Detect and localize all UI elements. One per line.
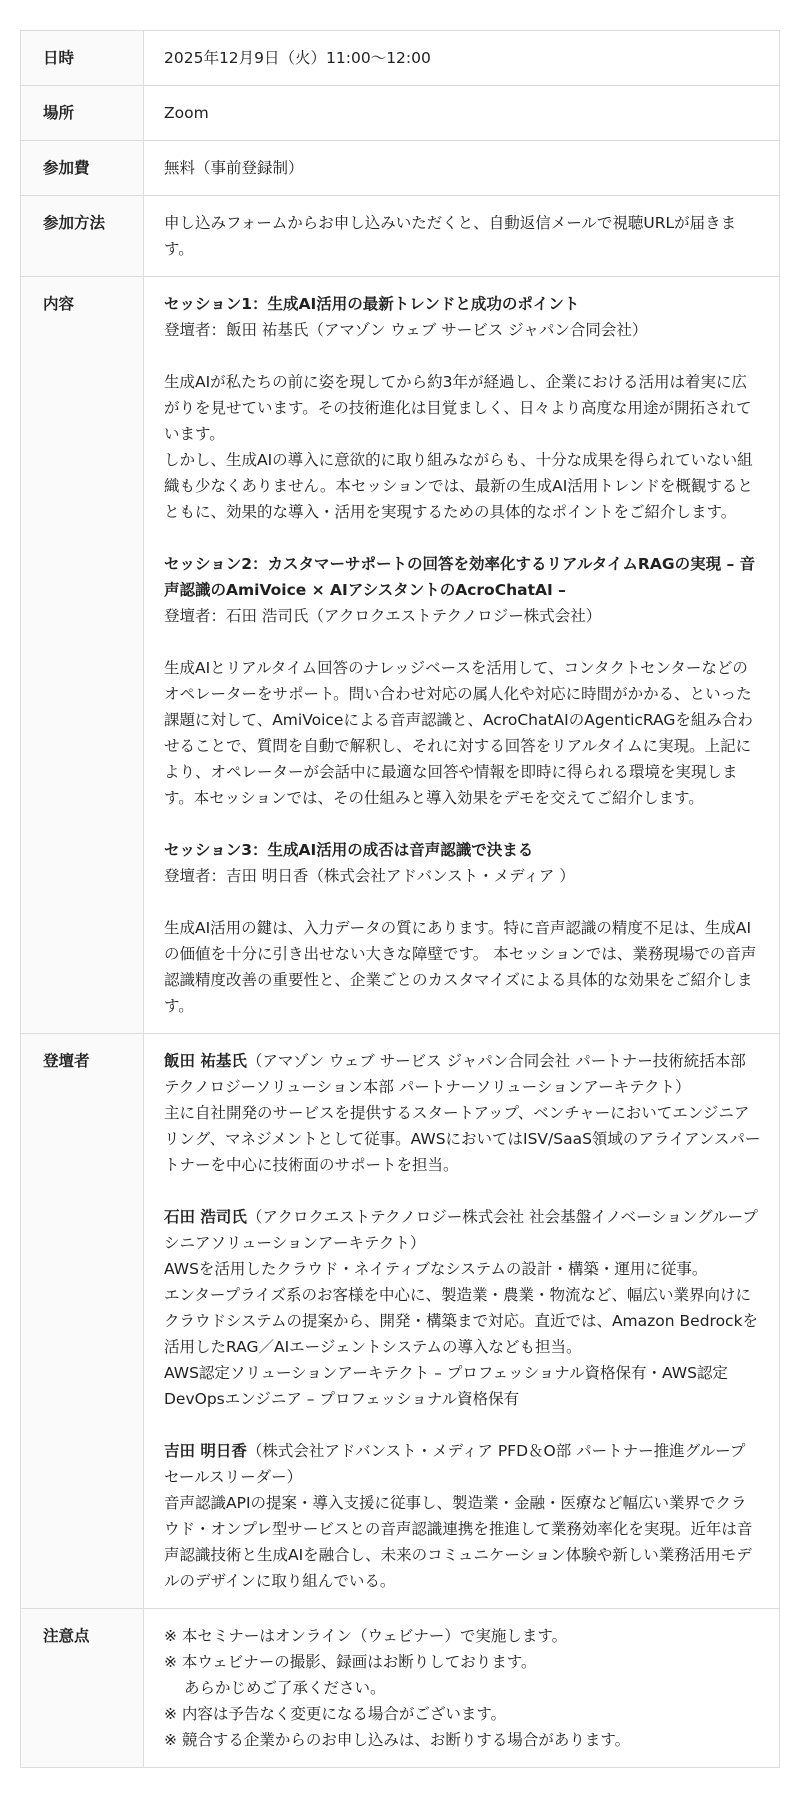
session-1-paragraph: しかし、生成AIの導入に意欲的に取り組みながらも、十分な成果を得られていない組織も少なくありません。本セッションでは、最新の生成AI活用トレンドを概観するとともに、効果的な導入・活用を実現するための具体的なポイントをご紹介します。 bbox=[164, 451, 753, 521]
note-item: ※ 内容は予告なく変更になる場合がございます。 bbox=[164, 1705, 507, 1723]
value-content bbox=[144, 277, 780, 1034]
session-1-paragraph: 生成AIが私たちの前に姿を現してから約3年が経過し、企業における活用は着実に広がりを見せています。その技術進化は目覚ましく、日々より高度な用途が開拓されています。 bbox=[164, 373, 752, 443]
session-1-speaker: 登壇者：飯田 祐基氏（アマゾン ウェブ サービス ジャパン合同会社） bbox=[164, 321, 648, 339]
value-method: 申し込みフォームからお申し込みいただくと、自動返信メールで視聴URLが届きます。 bbox=[144, 196, 780, 277]
speaker-3-affiliation: （株式会社アドバンスト・メディア PFD＆O部 パートナー推進グループ セールスリーダー） bbox=[164, 1442, 746, 1486]
row-content bbox=[21, 277, 780, 1034]
row-notes bbox=[21, 1609, 780, 1768]
speaker-2-bio: AWS認定ソリューションアーキテクト – プロフェッショナル資格保有・AWS認定DevOpsエンジニア – プロフェッショナル資格保有 bbox=[164, 1364, 728, 1408]
speaker-2-name: 石田 浩司氏 bbox=[164, 1208, 247, 1226]
value-speakers bbox=[144, 1034, 780, 1609]
session-2-title: セッション2：カスタマーサポートの回答を効率化するリアルタイムRAGの実現 – 音声認識のAmiVoice × AIアシスタントのAcroChatAI – bbox=[164, 555, 756, 599]
event-info-table bbox=[20, 30, 780, 1768]
row-speakers bbox=[21, 1034, 780, 1609]
label-speakers: 登壇者 bbox=[21, 1034, 144, 1609]
label-place: 場所 bbox=[21, 86, 144, 141]
row-datetime bbox=[21, 31, 780, 86]
value-notes bbox=[144, 1609, 780, 1768]
label-notes: 注意点 bbox=[21, 1609, 144, 1768]
speaker-2-bio: AWSを活用したクラウド・ネイティブなシステムの設計・構築・運用に従事。 bbox=[164, 1260, 708, 1278]
note-item-continuation: あらかじめご了承ください。 bbox=[184, 1679, 386, 1697]
speaker-1-affiliation: （アマゾン ウェブ サービス ジャパン合同会社 パートナー技術統括本部 テクノロジーソリューション本部 パートナーソリューションアーキテクト） bbox=[164, 1052, 746, 1096]
note-item: ※ 競合する企業からのお申し込みは、お断りする場合があります。 bbox=[164, 1731, 631, 1749]
value-datetime: 2025年12月9日（火）11:00～12:00 bbox=[144, 31, 780, 86]
session-3-title: セッション3：生成AI活用の成否は音声認識で決まる bbox=[164, 841, 534, 859]
speaker-3-bio: 音声認識APIの提案・導入支援に従事し、製造業・金融・医療など幅広い業界でクラウド・オンプレ型サービスとの音声認識連携を推進して業務効率化を実現。近年は音声認識技術と生成AIを融合し、未来のコミュニケーション体験や新しい業務活用モデルのデザインに取り組んでいる。 bbox=[164, 1494, 753, 1590]
speaker-2-heading bbox=[164, 1204, 761, 1256]
row-fee bbox=[21, 141, 780, 196]
value-fee: 無料（事前登録制） bbox=[144, 141, 780, 196]
speaker-2-bio: エンタープライズ系のお客様を中心に、製造業・農業・物流など、幅広い業界向けにクラウドシステムの提案から、開発・構築まで対応。直近では、Amazon Bedrockを活用したRAG／AIエージェントシステムの導入なども担当。 bbox=[164, 1286, 759, 1356]
note-item: ※ 本ウェビナーの撮影、録画はお断りしております。 bbox=[164, 1653, 537, 1671]
note-item: ※ 本セミナーはオンライン（ウェビナー）で実施します。 bbox=[164, 1627, 568, 1645]
speaker-1-heading bbox=[164, 1048, 761, 1100]
speaker-3-name: 吉田 明日香 bbox=[164, 1442, 247, 1460]
session-1-title: セッション1：生成AI活用の最新トレンドと成功のポイント bbox=[164, 295, 580, 313]
speaker-1-bio: 主に自社開発のサービスを提供するスタートアップ、ベンチャーにおいてエンジニアリング、マネジメントとして従事。AWSにおいてはISV/SaaS領域のアライアンスパートナーを中心に技術面のサポートを担当。 bbox=[164, 1104, 761, 1174]
session-2-paragraph: 生成AIとリアルタイム回答のナレッジベースを活用して、コンタクトセンターなどのオペレーターをサポート。問い合わせ対応の属人化や対応に時間がかかる、といった課題に対して、AmiVoiceによる音声認識と、AcroChatAIのAgenticRAGを組み合わせることで、質問を自動で解釈し、それに対する回答をリアルタイムに実現。上記により、オペレーターが会話中に最適な回答や情報を即時に得られる環境を実現します。本セッションでは、その仕組みと導入効果をデモを交えてご紹介します。 bbox=[164, 659, 753, 807]
label-content: 内容 bbox=[21, 277, 144, 1034]
row-method bbox=[21, 196, 780, 277]
speaker-3-heading bbox=[164, 1438, 761, 1490]
speaker-1-name: 飯田 祐基氏 bbox=[164, 1052, 247, 1070]
session-2-speaker: 登壇者：石田 浩司氏（アクロクエストテクノロジー株式会社） bbox=[164, 607, 602, 625]
session-3-paragraph: 生成AI活用の鍵は、入力データの質にあります。特に音声認識の精度不足は、生成AIの価値を十分に引き出せない大きな障壁です。 本セッションでは、業務現場での音声認識精度改善の重要性と、企業ごとのカスタマイズによる具体的な効果をご紹介します。 bbox=[164, 919, 757, 1015]
speaker-2-affiliation: （アクロクエストテクノロジー株式会社 社会基盤イノベーショングループ シニアソリューションアーキテクト） bbox=[164, 1208, 758, 1252]
session-3-speaker: 登壇者：吉田 明日香（株式会社アドバンスト・メディア ） bbox=[164, 867, 575, 885]
label-fee: 参加費 bbox=[21, 141, 144, 196]
row-place bbox=[21, 86, 780, 141]
label-method: 参加方法 bbox=[21, 196, 144, 277]
value-place: Zoom bbox=[144, 86, 780, 141]
label-datetime: 日時 bbox=[21, 31, 144, 86]
